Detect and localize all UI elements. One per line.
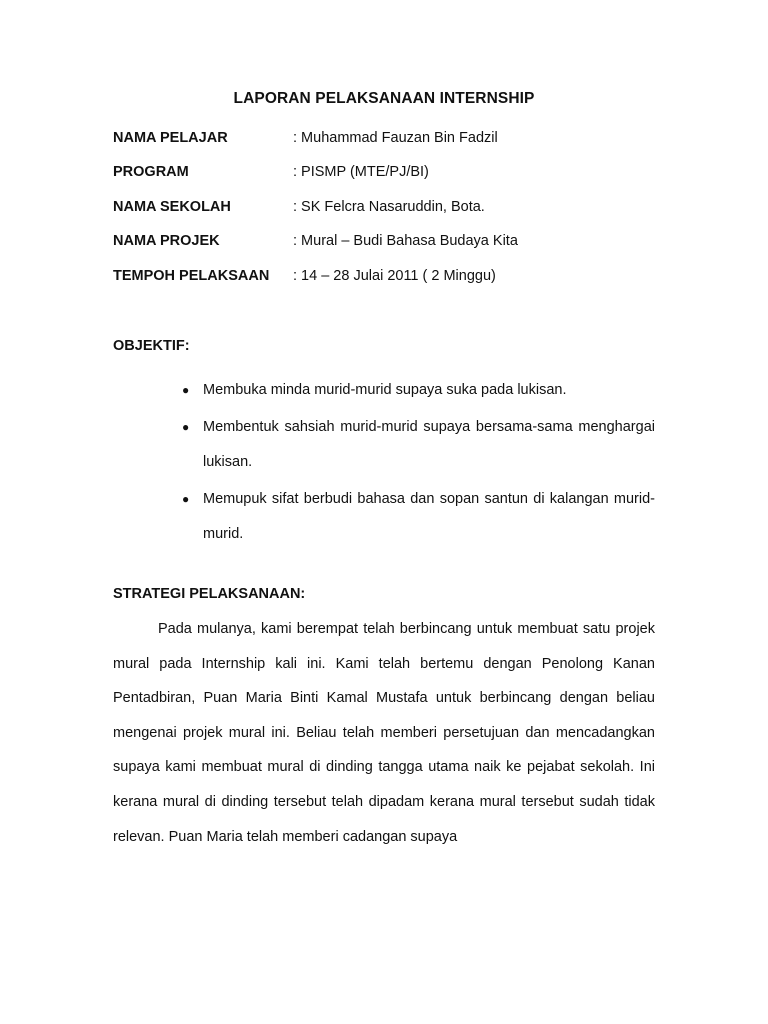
list-item-text: Membuka minda murid-murid supaya suka pada lukisan. xyxy=(203,382,567,398)
info-row-tempoh-pelaksaan xyxy=(113,268,673,290)
objektif-list xyxy=(113,373,655,554)
info-row-nama-pelajar xyxy=(113,130,673,152)
bullet-icon: ● xyxy=(182,383,190,397)
info-label: NAMA PROJEK xyxy=(113,233,220,249)
objektif-heading: OBJEKTIF: xyxy=(113,338,190,354)
strategi-paragraph: Pada mulanya, kami berempat telah berbincang untuk membuat satu projek mural pada Internship kali ini. Kami telah bertemu dengan Penolong Kanan Pentadbiran, Puan Maria Binti Kamal Mustafa untuk berbincang dengan beliau mengenai projek mural ini. Beliau telah memberi persetujuan dan mencadangkan supaya kami membuat mural di dinding tangga utama naik ke pejabat sekolah. Ini kerana mural di dinding tersebut telah dipadam kerana mural tersebut sudah tidak relevan. Puan Maria telah memberi cadangan supaya xyxy=(113,621,655,845)
info-label: TEMPOH PELAKSAAN xyxy=(113,268,270,284)
info-value: : SK Felcra Nasaruddin, Bota. xyxy=(293,199,485,215)
info-row-nama-sekolah xyxy=(113,199,673,221)
report-title: LAPORAN PELAKSANAAN INTERNSHIP xyxy=(233,90,535,107)
info-label: PROGRAM xyxy=(113,164,189,180)
info-row-nama-projek xyxy=(113,233,673,255)
list-item xyxy=(113,373,655,408)
strategi-heading: STRATEGI PELAKSANAAN: xyxy=(113,586,306,602)
list-item xyxy=(113,410,655,480)
list-item xyxy=(113,482,655,552)
info-value: : PISMP (MTE/PJ/BI) xyxy=(293,164,429,180)
info-label: NAMA PELAJAR xyxy=(113,130,228,146)
info-value: : 14 – 28 Julai 2011 ( 2 Minggu) xyxy=(293,268,496,284)
bullet-icon: ● xyxy=(182,420,190,434)
list-item-text: Membentuk sahsiah murid-murid supaya bersama-sama menghargai lukisan. xyxy=(203,419,655,470)
info-value: : Mural – Budi Bahasa Budaya Kita xyxy=(293,233,518,249)
info-row-program xyxy=(113,164,673,186)
info-value: : Muhammad Fauzan Bin Fadzil xyxy=(293,130,498,146)
info-label: NAMA SEKOLAH xyxy=(113,199,231,215)
list-item-text: Memupuk sifat berbudi bahasa dan sopan santun di kalangan murid-murid. xyxy=(203,491,655,542)
bullet-icon: ● xyxy=(182,492,190,506)
